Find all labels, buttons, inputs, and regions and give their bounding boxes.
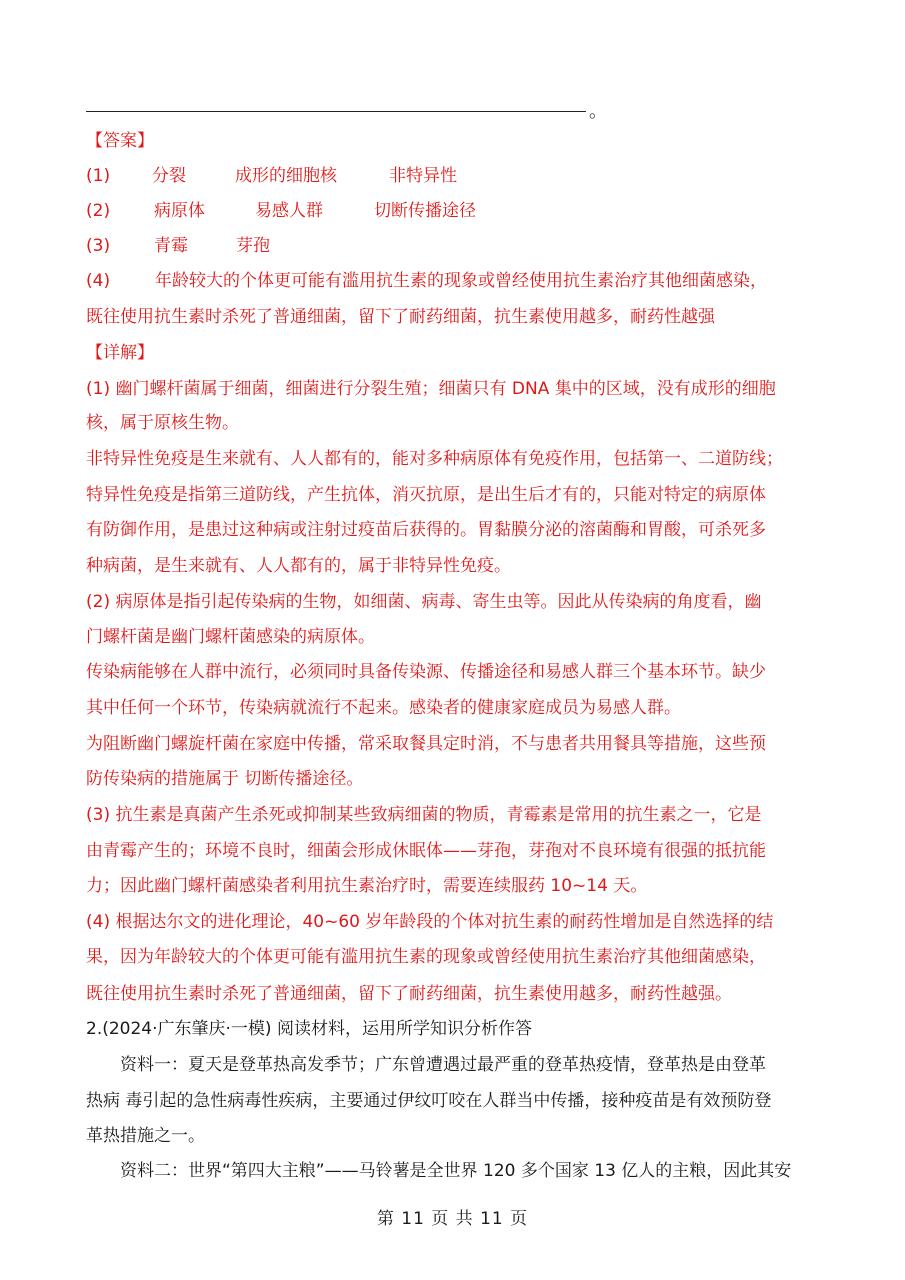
answer-item: 分裂 [152, 166, 186, 186]
answer-header: 【答案】 [86, 131, 154, 151]
detail-line: 门螺杆菌是幽门螺杆菌感染的病原体。 [86, 627, 375, 647]
detail-line: 果，因为年龄较大的个体更可能有滥用抗生素的现象或曾经使用抗生素治疗其他细菌感染， [86, 947, 766, 967]
answer-item: 青霉 [154, 236, 188, 256]
detail-line: 为阻断幽门螺旋杆菌在家庭中传播，常采取餐具定时消，不与患者共用餐具等措施，这些预 [86, 734, 766, 754]
fill-end-mark: 。 [589, 101, 607, 122]
answer-3 [86, 235, 270, 257]
detail-line: 种病菌，是生来就有、人人都有的，属于非特异性免疫。 [86, 556, 511, 576]
answer-4-continued: 既往使用抗生素时杀死了普通细菌，留下了耐药细菌，抗生素使用越多，耐药性越强 [86, 307, 715, 327]
detail-line: (2) 病原体是指引起传染病的生物，如细菌、病毒、寄生虫等。因此从传染病的角度看，幽 [86, 592, 762, 612]
detail-line: 有防御作用，是患过这种病或注射过疫苗后获得的。胃黏膜分泌的溶菌酶和胃酸，可杀死多 [86, 520, 766, 540]
detail-line: 既往使用抗生素时杀死了普通细菌，留下了耐药细菌，抗生素使用越多，耐药性越强。 [86, 984, 732, 1004]
detail-line: (3) 抗生素是真菌产生杀死或抑制某些致病细菌的物质，青霉素是常用的抗生素之一，它是 [86, 805, 762, 825]
answer-item: 芽孢 [236, 236, 270, 256]
answer-2 [86, 200, 476, 222]
detail-line: (4) 根据达尔文的进化理论，40~60 岁年龄段的个体对抗生素的耐药性增加是自然选择的结 [86, 912, 774, 932]
answer-1 [86, 165, 457, 187]
answer-item: 易感人群 [255, 201, 323, 221]
detail-line: 力；因此幽门螺杆菌感染者利用抗生素治疗时，需要连续服药 10~14 天。 [86, 876, 648, 896]
material-2-line: 资料二：世界“第四大主粮”——马铃薯是全世界 120 多个国家 13 亿人的主粮，因此其安 [120, 1161, 792, 1181]
answer-4 [86, 270, 767, 292]
answer-item: 病原体 [154, 201, 205, 221]
answer-number: (4) [86, 271, 111, 291]
detail-line: 由青霉产生的；环境不良时，细菌会形成休眠体——芽孢，芽孢对不良环境有很强的抵抗能 [86, 841, 766, 861]
answer-number: (2) [86, 201, 111, 221]
answer-item: 年龄较大的个体更可能有滥用抗生素的现象或曾经使用抗生素治疗其他细菌感染， [155, 271, 767, 291]
material-1-line: 热病 毒引起的急性病毒性疾病，主要通过伊纹叮咬在人群当中传播，接种疫苗是有效预防登 [86, 1091, 772, 1111]
detail-line: 传染病能够在人群中流行，必须同时具备传染源、传播途径和易感人群三个基本环节。缺少 [86, 662, 766, 682]
detail-line: (1) 幽门螺杆菌属于细菌，细菌进行分裂生殖；细菌只有 DNA 集中的区域，没有成形的细胞 [86, 379, 776, 399]
fill-in-blank-line [86, 97, 607, 122]
answer-item: 成形的细胞核 [235, 166, 337, 186]
detail-line: 防传染病的措施属于 切断传播途径。 [86, 769, 364, 789]
detail-line: 核，属于原核生物。 [86, 413, 239, 433]
detail-line: 特异性免疫是指第三道防线，产生抗体，消灭抗原，是出生后才有的，只能对特定的病原体 [86, 485, 766, 505]
detail-line: 非特异性免疫是生来就有、人人都有的，能对多种病原体有免疫作用，包括第一、二道防线； [86, 449, 783, 469]
question-2-title: 2.(2024·广东肇庆·一模) 阅读材料，运用所学知识分析作答 [86, 1019, 532, 1039]
answer-number: (1) [86, 166, 111, 186]
detail-header: 【详解】 [86, 343, 154, 363]
answer-item: 切断传播途径 [374, 201, 476, 221]
detail-line: 其中任何一个环节，传染病就流行不起来。感染者的健康家庭成员为易感人群。 [86, 698, 681, 718]
material-1-line: 资料一：夏天是登革热高发季节；广东曾遭遇过最严重的登革热疫情，登革热是由登革 [120, 1055, 766, 1075]
blank-underline [86, 111, 586, 112]
answer-item: 非特异性 [389, 166, 457, 186]
page-footer: 第 11 页 共 11 页 [376, 1209, 529, 1229]
answer-number: (3) [86, 236, 111, 256]
material-1-line: 革热措施之一。 [86, 1126, 205, 1146]
